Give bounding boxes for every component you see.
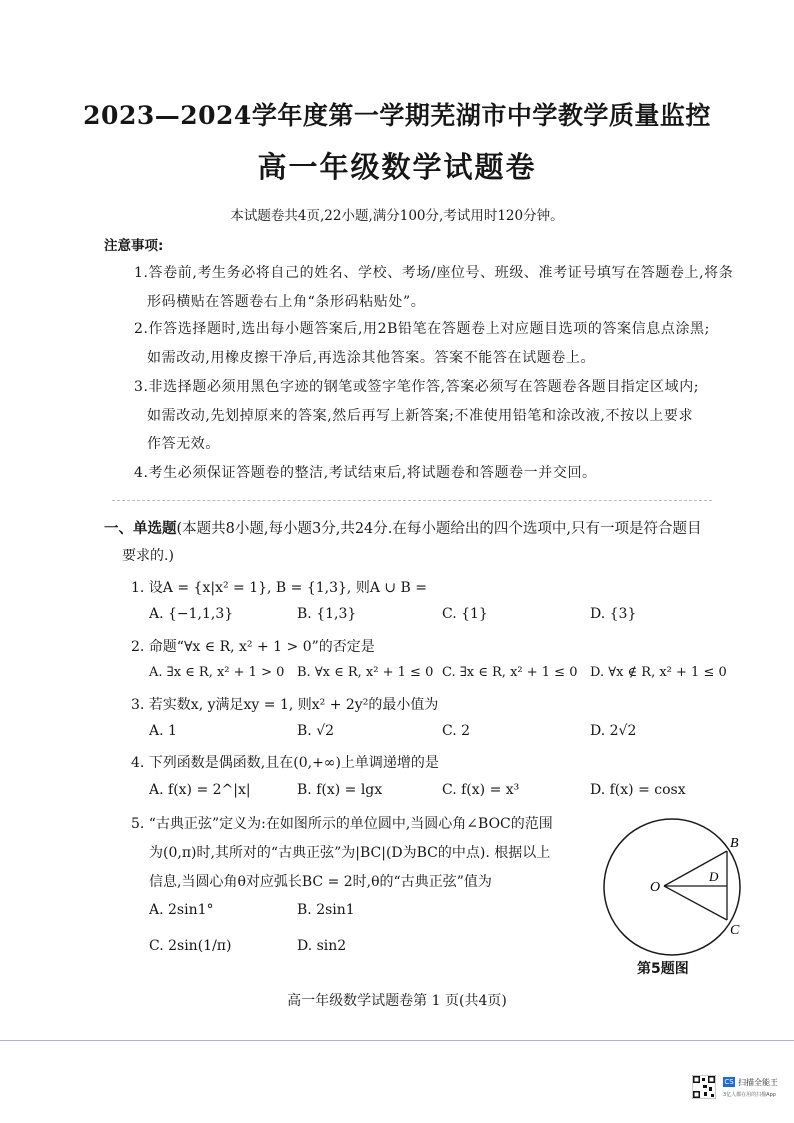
question-4-option-c: C. f(x) = x³ xyxy=(442,782,520,798)
exam-intro: 本试题卷共4页,22小题,满分100分,考试用时120分钟。 xyxy=(230,208,564,224)
question-2-option-c: C. ∃x ∈ R, x² + 1 ≤ 0 xyxy=(442,665,578,680)
page-footer: 高一年级数学试题卷第 1 页(共4页) xyxy=(287,993,507,1009)
question-3-stem: 3. 若实数x, y满足xy = 1, 则x² + 2y²的最小值为 xyxy=(131,697,439,713)
question-3-option-c: C. 2 xyxy=(442,723,471,739)
notice-line: 如需改动,先划掉原来的答案,然后再写上新答案;不准使用铅笔和涂改液,不按以上要求 xyxy=(147,408,694,424)
question-5-option-a: A. 2sin1° xyxy=(149,902,214,918)
unit-circle xyxy=(604,819,740,955)
notice-line: 如需改动,用橡皮擦干净后,再选涂其他答案。答案不能答在试题卷上。 xyxy=(147,350,596,366)
question-2-stem: 2. 命题“∀x ∈ R, x² + 1 > 0”的否定是 xyxy=(131,639,375,655)
exam-title-line1: 2023—2024学年度第一学期芜湖市中学教学质量监控 xyxy=(83,101,711,130)
question-1-option-d: D. {3} xyxy=(590,606,637,622)
section1-title: 一、单选题 xyxy=(104,520,177,537)
question-2-option-b: B. ∀x ∈ R, x² + 1 ≤ 0 xyxy=(297,665,434,680)
question-5-stem-line1: 5. “古典正弦”定义为:在如图所示的单位圆中,当圆心角∠BOC的范围 xyxy=(131,816,553,832)
exam-title-line2: 高一年级数学试题卷 xyxy=(257,150,537,184)
bottom-rule xyxy=(0,1040,794,1041)
notice-line: 形码横贴在答题卷右上角“条形码粘贴处”。 xyxy=(147,294,426,310)
notice-line: 1.答卷前,考生务必将自己的姓名、学校、考场/座位号、班级、准考证号填写在答题卷上,将条 xyxy=(134,265,734,281)
question-4-stem: 4. 下列函数是偶函数,且在(0,+∞)上单调递增的是 xyxy=(131,755,439,771)
figure-caption: 第5题图 xyxy=(637,961,689,977)
question-5-option-b: B. 2sin1 xyxy=(297,902,355,918)
section1-heading xyxy=(104,517,702,538)
scanner-app-tagline: 3亿人都在用的扫描App xyxy=(723,1092,776,1098)
label-o: O xyxy=(650,880,661,895)
question-1-option-b: B. {1,3} xyxy=(297,606,357,622)
notice-line: 4.考生必须保证答题卷的整洁,考试结束后,将试题卷和答题卷一并交回。 xyxy=(134,465,597,481)
notice-line: 作答无效。 xyxy=(147,436,220,452)
question-3-option-a: A. 1 xyxy=(149,723,177,739)
question-5-option-d: D. sin2 xyxy=(297,938,347,954)
label-d: D xyxy=(709,869,719,884)
question-1-option-c: C. {1} xyxy=(442,606,488,622)
question-5-stem-line3: 信息,当圆心角θ对应弧长BC = 2时,θ的“古典正弦”值为 xyxy=(149,874,492,890)
label-b: B xyxy=(730,836,739,851)
question-3-option-b: B. √2 xyxy=(297,723,335,739)
question-4-option-a: A. f(x) = 2^|x| xyxy=(149,782,251,798)
section1-description: (本题共8小题,每小题3分,共24分.在每小题给出的四个选项中,只有一项是符合题目 xyxy=(176,521,702,537)
scanner-app-name: 扫描全能王 xyxy=(738,1078,778,1087)
section-divider xyxy=(112,500,712,501)
notice-line: 3.非选择题必须用黑色字迹的钢笔或签字笔作答,答案必须写在答题卷各题目指定区域内; xyxy=(134,379,700,395)
question-4-option-d: D. f(x) = cosx xyxy=(590,782,686,798)
radius-oc xyxy=(664,886,727,920)
question-5-option-c: C. 2sin(1/π) xyxy=(149,938,232,954)
notice-heading: 注意事项: xyxy=(104,238,164,254)
section1-description-cont: 要求的.) xyxy=(122,548,174,564)
question-2-option-d: D. ∀x ∉ R, x² + 1 ≤ 0 xyxy=(590,665,727,680)
qr-code-icon xyxy=(692,1075,716,1099)
question-4-option-b: B. f(x) = lgx xyxy=(297,782,383,798)
scanner-logo-icon: CS xyxy=(724,1078,734,1086)
question-2-option-a: A. ∃x ∈ R, x² + 1 > 0 xyxy=(149,665,285,680)
notice-line: 2.作答选择题时,选出每小题答案后,用2B铅笔在答题卷上对应题目选项的答案信息点涂黑; xyxy=(134,321,710,337)
label-c: C xyxy=(730,923,740,938)
question-3-option-d: D. 2√2 xyxy=(590,723,637,739)
question-1-stem: 1. 设A = {x|x² = 1}, B = {1,3}, 则A ∪ B = xyxy=(131,580,428,596)
question-1-option-a: A. {−1,1,3} xyxy=(149,606,234,622)
question-5-stem-line2: 为(0,π)时,其所对的“古典正弦”为|BC|(D为BC的中点). 根据以上 xyxy=(149,845,551,861)
